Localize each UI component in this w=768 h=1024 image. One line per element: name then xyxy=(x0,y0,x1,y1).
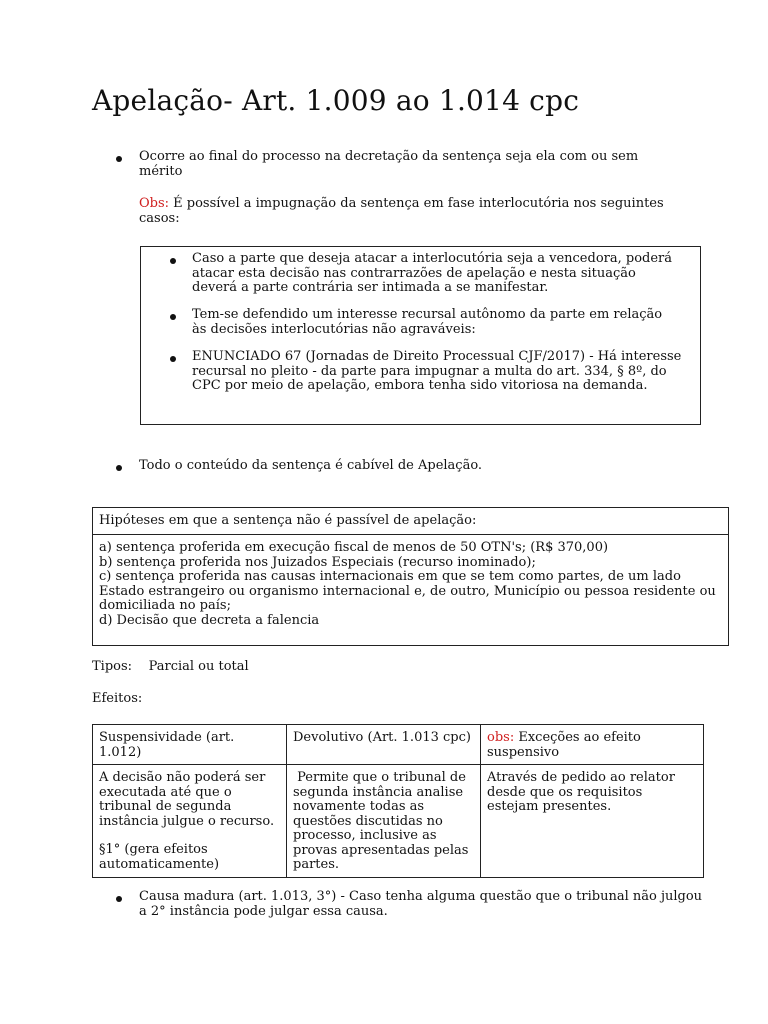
header-devolutivo: Devolutivo (Art. 1.013 cpc) xyxy=(287,725,481,765)
tipos-value: Parcial ou total xyxy=(148,659,249,674)
obs-label: Obs: xyxy=(139,196,170,211)
header-suspensividade: Suspensividade (art. 1.012) xyxy=(93,725,287,765)
suspensividade-paragrafo: §1° (gera efeitos automaticamente) xyxy=(99,842,220,872)
bullet-dot xyxy=(116,896,122,902)
table-row xyxy=(93,765,704,878)
hipotese-d: d) Decisão que decreta a falencia xyxy=(99,612,320,628)
bullet-causa-madura: Causa madura (art. 1.013, 3°) - Caso tenha alguma questão que o tribunal não julgou a 2° instância pode julgar essa causa. xyxy=(139,889,703,919)
hipoteses-table xyxy=(92,507,729,646)
page-title: Apelação- Art. 1.009 ao 1.014 cpc xyxy=(92,84,580,117)
hipotese-b: b) sentença proferida nos Juizados Especiais (recurso inominado); xyxy=(99,554,536,570)
bullet-dot xyxy=(170,356,176,362)
box-item-vencedora: Caso a parte que deseja atacar a interlocutória seja a vencedora, poderá atacar esta decisão nas contrarrazões de apelação e nesta situação deverá a parte contrária ser intimada a se manifestar. xyxy=(192,251,673,295)
bullet-dot xyxy=(170,258,176,264)
header-obs-excecoes xyxy=(481,725,704,765)
obs-text: É possível a impugnação da sentença em fase interlocutória nos seguintes casos: xyxy=(139,196,664,226)
suspensividade-text: A decisão não poderá ser executada até que o tribunal de segunda instância julgue o recurso. xyxy=(99,770,275,829)
obs-paragraph xyxy=(139,197,699,226)
obs-label: obs: xyxy=(487,730,515,745)
table-row xyxy=(93,508,729,535)
efeitos-table xyxy=(92,724,704,878)
efeitos-label: Efeitos: xyxy=(92,691,143,706)
hipoteses-header: Hipóteses em que a sentença não é passível de apelação: xyxy=(93,508,729,535)
table-row xyxy=(93,535,729,646)
tipos-label: Tipos: xyxy=(92,659,133,674)
hipotese-a: a) sentença proferida em execução fiscal de menos de 50 OTN's; (R$ 370,00) xyxy=(99,540,609,555)
cell-excecoes: Através de pedido ao relator desde que os requisitos estejam presentes. xyxy=(481,765,704,878)
bullet-dot xyxy=(170,314,176,320)
bullet-dot xyxy=(116,156,122,162)
hipoteses-body xyxy=(93,535,729,646)
obs-excecoes-text: Exceções ao efeito suspensivo xyxy=(487,730,641,760)
hipotese-c: c) sentença proferida nas causas internacionais em que se tem como partes, de um lado Estado estrangeiro ou organismo internacional e, de outro, Município ou pessoa residente ou domiciliada no país; xyxy=(99,569,716,613)
table-row xyxy=(93,725,704,765)
box-item-enunciado-67: ENUNCIADO 67 (Jornadas de Direito Processual CJF/2017) - Há interesse recursal no pleito - da parte para impugnar a multa do art. 334, § 8º, do CPC por meio de apelação, embora tenha sido vitoriosa na demanda. xyxy=(192,349,682,393)
bullet-final-processo: Ocorre ao final do processo na decretação da sentença seja ela com ou sem mérito xyxy=(139,149,639,179)
box-item-interesse-recursal: Tem-se defendido um interesse recursal autônomo da parte em relação às decisões interlocutórias não agraváveis: xyxy=(192,307,663,337)
cell-devolutivo: Permite que o tribunal de segunda instância analise novamente todas as questões discutidas no processo, inclusive as provas apresentadas pelas partes. xyxy=(287,765,481,878)
bullet-conteudo-sentenca: Todo o conteúdo da sentença é cabível de Apelação. xyxy=(139,458,483,473)
bullet-dot xyxy=(116,465,122,471)
tipos-line xyxy=(92,660,249,675)
cell-suspensividade xyxy=(93,765,287,878)
